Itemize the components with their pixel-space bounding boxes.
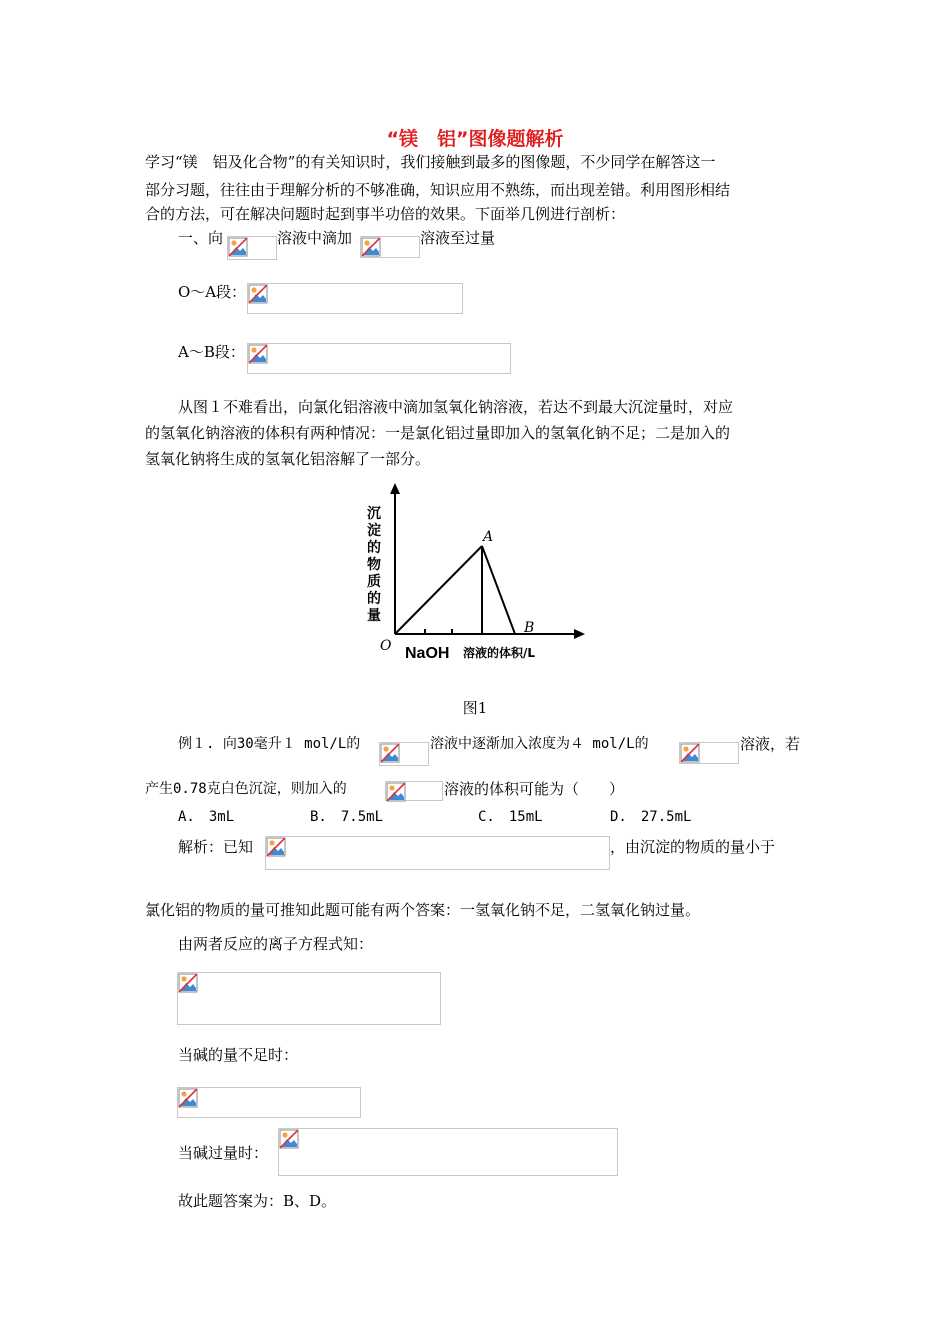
formula-image-placeholder (679, 742, 739, 764)
example-part-5: 溶液的体积可能为（ ） (444, 780, 625, 798)
equation-image-placeholder (177, 972, 441, 1025)
page-title: “镁 铝”图像题解析 (386, 128, 564, 150)
analysis-line-3: 氢氧化钠将生成的氢氧化铝溶解了一部分。 (145, 450, 431, 468)
equation-image-placeholder (278, 1128, 618, 1176)
broken-image-icon (380, 743, 400, 763)
origin-label: O (380, 638, 392, 654)
formula-image-placeholder (360, 236, 420, 258)
segment-oa-label: O～A段： (178, 283, 247, 301)
broken-image-icon (361, 237, 381, 257)
y-label-char: 淀 (367, 523, 381, 539)
formula-image-placeholder (227, 236, 277, 260)
equation-image-placeholder (177, 1087, 361, 1118)
broken-image-icon (248, 344, 268, 364)
broken-image-icon (248, 284, 268, 304)
y-label-char: 量 (367, 608, 381, 624)
broken-image-icon (279, 1129, 299, 1149)
option-a: A. 3mL (178, 809, 235, 825)
solution-prefix: 解析：已知 (178, 838, 254, 856)
formula-image-placeholder (379, 742, 429, 766)
equation-image-placeholder (265, 836, 610, 870)
formula-image-placeholder (385, 781, 443, 801)
broken-image-icon (178, 973, 198, 993)
example-part-4: 产生0.78克白色沉淀，则加入的 (145, 781, 347, 797)
section1-prefix: 一、向 (178, 229, 224, 247)
excess-base-label: 当碱过量时： (178, 1144, 269, 1162)
option-c: C. 15mL (478, 809, 543, 825)
intro-line-3: 合的方法，可在解决问题时起到事半功倍的效果。下面举几例进行剖析： (145, 205, 626, 223)
figure-1-graph (355, 480, 595, 666)
x-label-naoh: NaOH (405, 645, 450, 662)
option-d: D. 27.5mL (610, 809, 692, 825)
falling-segment-ab (482, 546, 515, 634)
section1-suffix: 溶液至过量 (420, 229, 496, 247)
equation-image-placeholder (247, 343, 511, 374)
intro-line-2: 部分习题，往往由于理解分析的不够准确，知识应用不熟练，而出现差错。利用图形相结 (145, 181, 731, 199)
solution-suffix: ，由沉淀的物质的量小于 (610, 838, 776, 856)
broken-image-icon (228, 237, 248, 257)
solution-line-3: 由两者反应的离子方程式知： (178, 935, 374, 953)
y-axis-arrow (390, 483, 400, 494)
rising-segment-oa (395, 546, 482, 634)
broken-image-icon (386, 782, 406, 802)
example-part-2: 溶液中逐渐加入浓度为４ mol/L的 (430, 736, 649, 752)
segment-ab-label: A～B段： (178, 343, 245, 361)
y-label-char: 质 (367, 574, 381, 590)
broken-image-icon (680, 743, 700, 763)
broken-image-icon (266, 837, 286, 857)
figure-caption: 图1 (462, 699, 488, 717)
solution-line-2: 氯化铝的物质的量可推知此题可能有两个答案：一氢氧化钠不足，二氢氧化钠过量。 (145, 901, 701, 919)
x-axis-arrow (574, 629, 585, 639)
point-a-label: A (483, 529, 494, 545)
analysis-line-2: 的氢氧化钠溶液的体积有两种情况：一是氯化铝过量即加入的氢氧化钠不足；二是加入的 (145, 424, 731, 442)
point-b-label: B (524, 620, 535, 636)
insufficient-base-label: 当碱的量不足时： (178, 1046, 299, 1064)
option-b: B. 7.5mL (310, 809, 384, 825)
y-label-char: 物 (367, 557, 381, 573)
y-label-char: 沉 (367, 506, 381, 522)
equation-image-placeholder (247, 283, 463, 314)
intro-line-1: 学习“镁 铝及化合物”的有关知识时，我们接触到最多的图像题，不少同学在解答这一 (145, 153, 716, 171)
broken-image-icon (178, 1088, 198, 1108)
section1-middle: 溶液中滴加 (277, 229, 353, 247)
analysis-line-1: 从图１不难看出，向氯化铝溶液中滴加氢氧化钠溶液，若达不到最大沉淀量时，对应 (178, 398, 734, 416)
answer-line: 故此题答案为：B、D。 (178, 1192, 337, 1210)
y-label-char: 的 (367, 591, 381, 607)
example-part-3: 溶液，若 (740, 735, 801, 753)
example-part-1: 例１. 向30毫升１ mol/L的 (178, 736, 361, 752)
y-label-char: 的 (367, 540, 381, 556)
x-label-volume: 溶液的体积/L (463, 646, 536, 660)
